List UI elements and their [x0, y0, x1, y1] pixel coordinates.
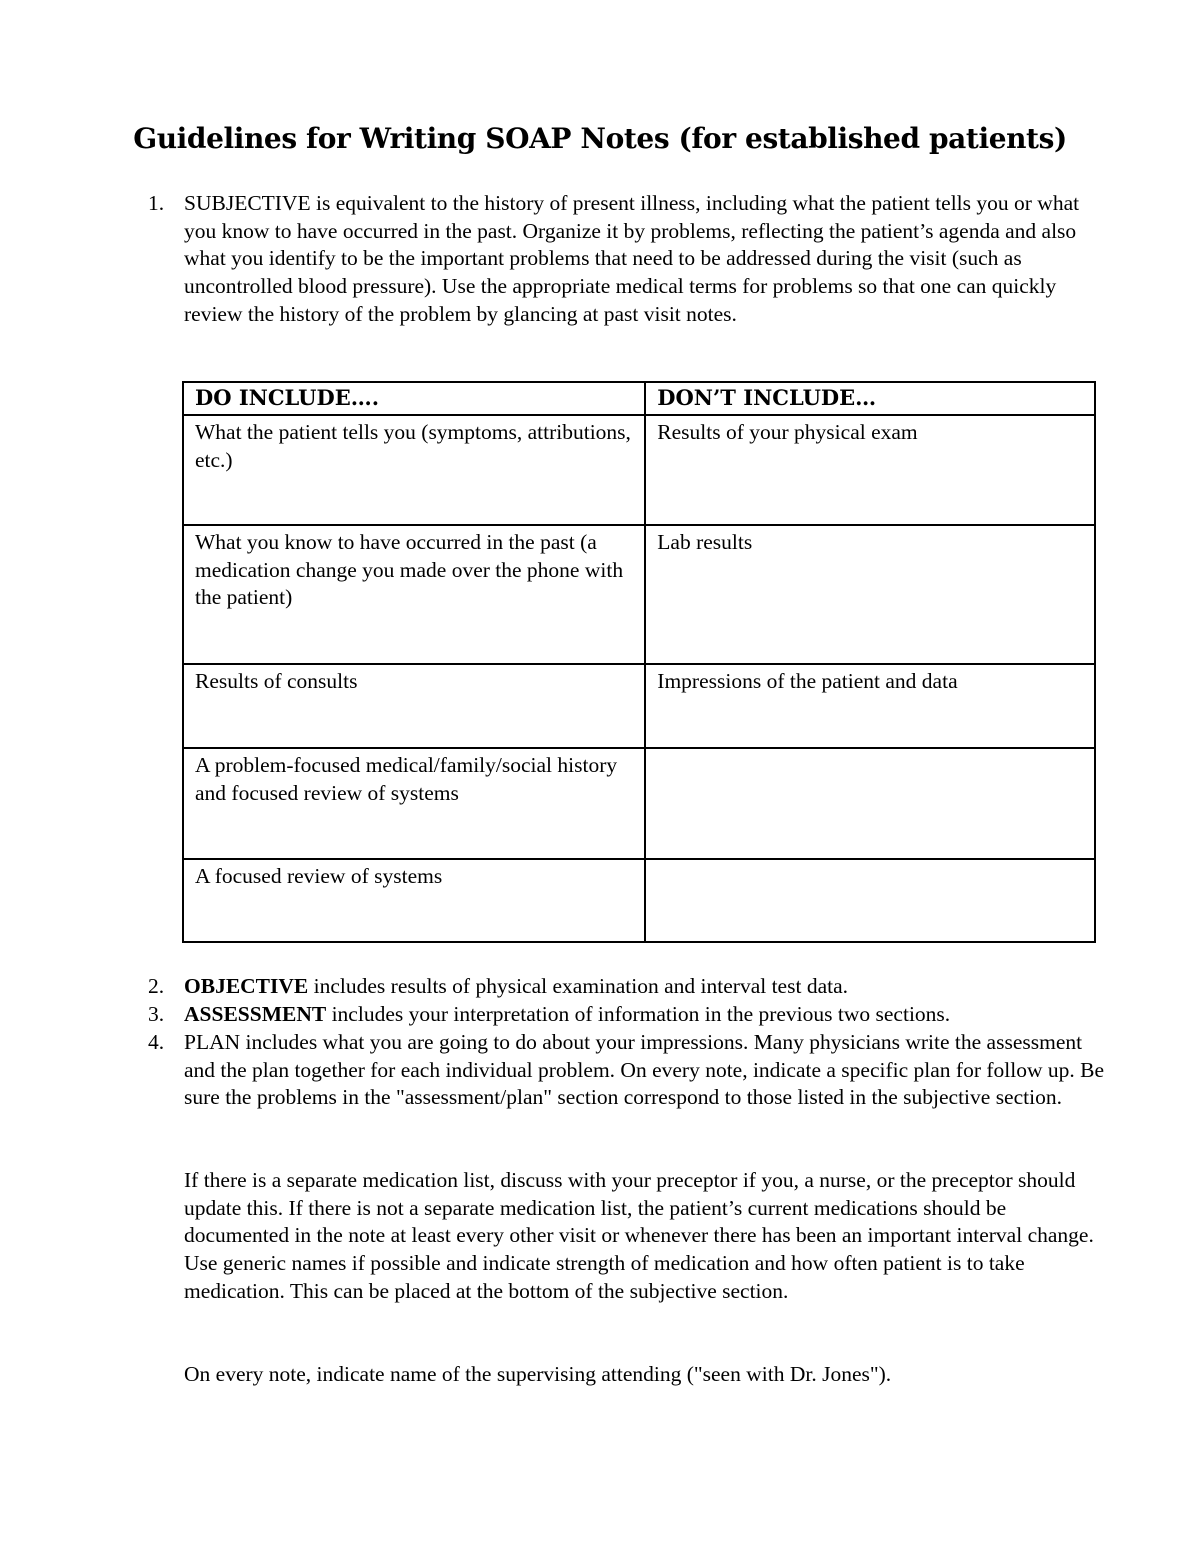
- section-plan: [184, 1029, 1114, 1112]
- section-text-assessment: includes your interpretation of information in the previous two sections.: [326, 1002, 951, 1026]
- medication-paragraph: If there is a separate medication list, discuss with your preceptor if you, a nurse, or the preceptor should update this. If there is not a separate medication list, the patient’s current medications should be documented in the note at least every other visit or whenever there has been an important interval change. Use generic names if possible and indicate strength of medication and how often patient is to take medication. This can be placed at the bottom of the subjective section.: [184, 1168, 1094, 1303]
- table-row: [183, 664, 1095, 748]
- table-row: [183, 525, 1095, 664]
- table-row: [183, 748, 1095, 859]
- section-objective: [184, 973, 1114, 1001]
- table-cell-dont: [645, 859, 1095, 942]
- table-cell-do: A focused review of systems: [183, 859, 645, 942]
- section-number: 4.: [148, 1030, 165, 1054]
- section-number: 2.: [148, 974, 165, 998]
- table-row: [183, 859, 1095, 942]
- table-cell-do: What you know to have occurred in the past (a medication change you made over the phone with the patient): [183, 525, 645, 664]
- section-text-objective: includes results of physical examination and interval test data.: [308, 974, 849, 998]
- table-cell-dont: Results of your physical exam: [645, 415, 1095, 525]
- section-keyword-subjective: SUBJECTIVE: [184, 191, 311, 215]
- include-table: [182, 381, 1096, 943]
- table-header-do: DO INCLUDE….: [183, 382, 645, 415]
- table-cell-dont: Impressions of the patient and data: [645, 664, 1095, 748]
- section-number: 1.: [148, 191, 165, 215]
- section-keyword-plan: PLAN: [184, 1030, 241, 1054]
- table-cell-do: A problem-focused medical/family/social history and focused review of systems: [183, 748, 645, 859]
- table-cell-do: What the patient tells you (symptoms, attributions, etc.): [183, 415, 645, 525]
- section-keyword-objective: OBJECTIVE: [184, 974, 309, 998]
- section-assessment: [184, 1001, 1114, 1029]
- table-header-row: [183, 382, 1095, 415]
- table-row: [183, 415, 1095, 525]
- table-cell-dont: Lab results: [645, 525, 1095, 664]
- section-text-plan: includes what you are going to do about your impressions. Many physicians write the assessment and the plan together for each individual problem. On every note, indicate a specific plan for follow up. Be sure the problems in the "assessment/plan" section correspond to those listed in the subjective section.: [184, 1030, 1105, 1110]
- section-subjective: [184, 190, 1114, 329]
- table-header-dont: DON’T INCLUDE…: [645, 382, 1095, 415]
- table-cell-dont: [645, 748, 1095, 859]
- section-text-subjective: is equivalent to the history of present illness, including what the patient tells you or what you know to have occurred in the past. Organize it by problems, reflecting the patient’s agenda and also what you identify to be the important problems that need to be addressed during the visit (such as uncontrolled blood pressure). Use the appropriate medical terms for problems so that one can quickly review the history of the problem by glancing at past visit notes.: [184, 191, 1080, 326]
- page-title: Guidelines for Writing SOAP Notes (for established patients): [133, 122, 1067, 155]
- attending-paragraph: On every note, indicate name of the supervising attending ("seen with Dr. Jones").: [184, 1362, 892, 1386]
- section-number: 3.: [148, 1002, 165, 1026]
- section-keyword-assessment: ASSESSMENT: [184, 1002, 327, 1026]
- table-cell-do: Results of consults: [183, 664, 645, 748]
